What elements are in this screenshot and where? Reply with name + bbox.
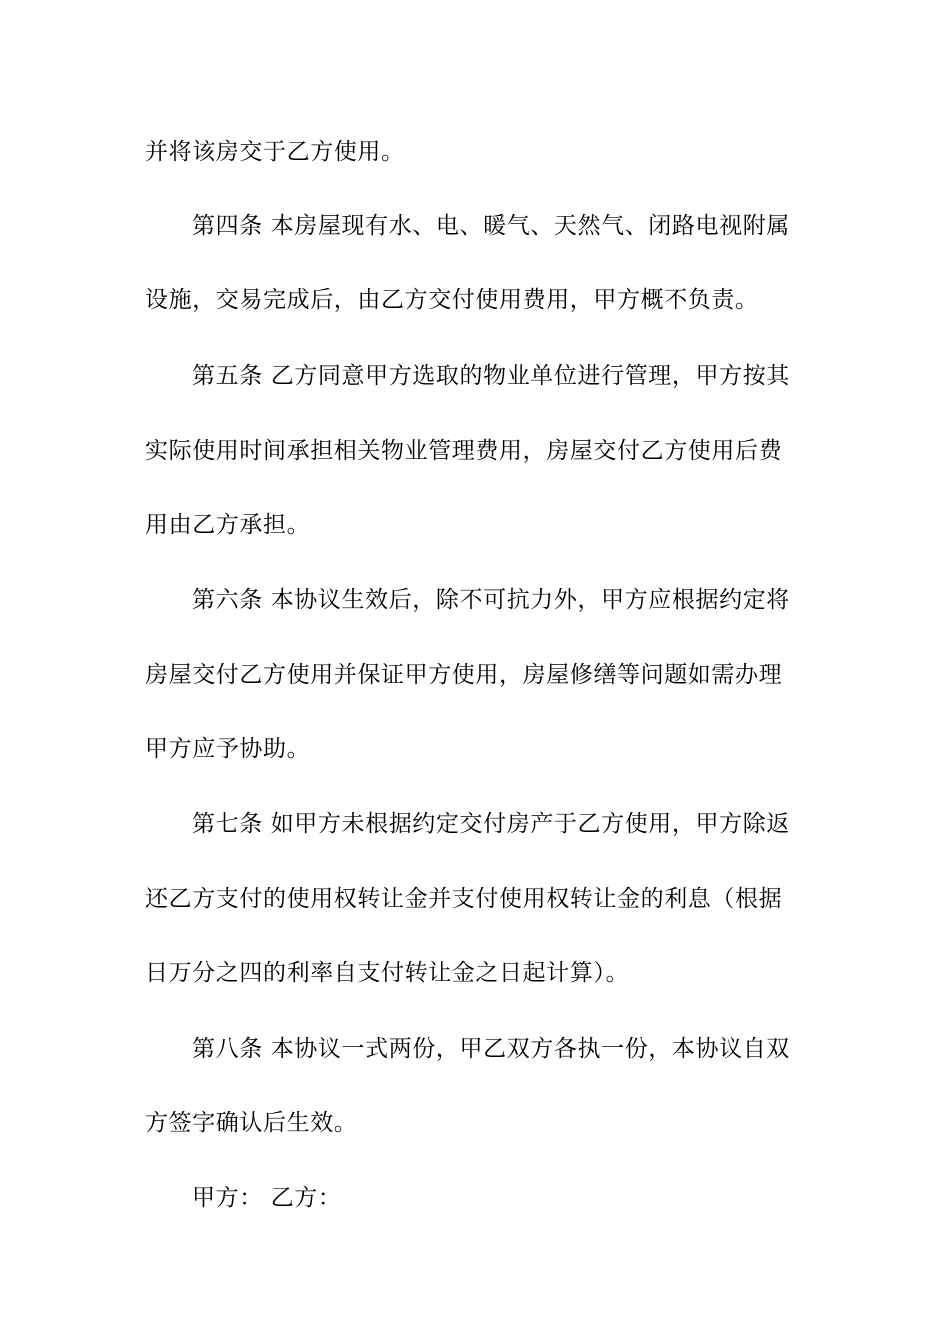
- article-4-line-1: 第四条 本房屋现有水、电、暖气、天然气、闭路电视附属: [192, 213, 790, 239]
- article-5-line-1: 第五条 乙方同意甲方选取的物业单位进行管理，甲方按其: [192, 363, 790, 389]
- article-4-line-2: 设施，交易完成后，由乙方交付使用费用，甲方概不负责。: [145, 287, 759, 313]
- article-8-line-1: 第八条 本协议一式两份，甲乙双方各执一份，本协议自双: [192, 1036, 790, 1062]
- article-7-line-1: 第七条 如甲方未根据约定交付房产于乙方使用，甲方除返: [192, 811, 790, 837]
- article-6-line-1: 第六条 本协议生效后，除不可抗力外，甲方应根据约定将: [192, 587, 790, 613]
- article-5-line-3: 用由乙方承担。: [145, 512, 311, 538]
- article-8-line-2: 方签字确认后生效。: [145, 1110, 358, 1136]
- article-6-line-3: 甲方应予协助。: [145, 736, 311, 762]
- article-7-line-2: 还乙方支付的使用权转让金并支付使用权转让金的利息（根据: [145, 886, 783, 912]
- signature-line: 甲方： 乙方：: [192, 1185, 342, 1211]
- article-7-line-3: 日万分之四的利率自支付转让金之日起计算）。: [145, 960, 630, 986]
- article-5-line-2: 实际使用时间承担相关物业管理费用，房屋交付乙方使用后费: [145, 438, 783, 464]
- text-line-1: 并将该房交于乙方使用。: [145, 139, 405, 165]
- article-6-line-2: 房屋交付乙方使用并保证甲方使用，房屋修缮等问题如需办理: [145, 662, 783, 688]
